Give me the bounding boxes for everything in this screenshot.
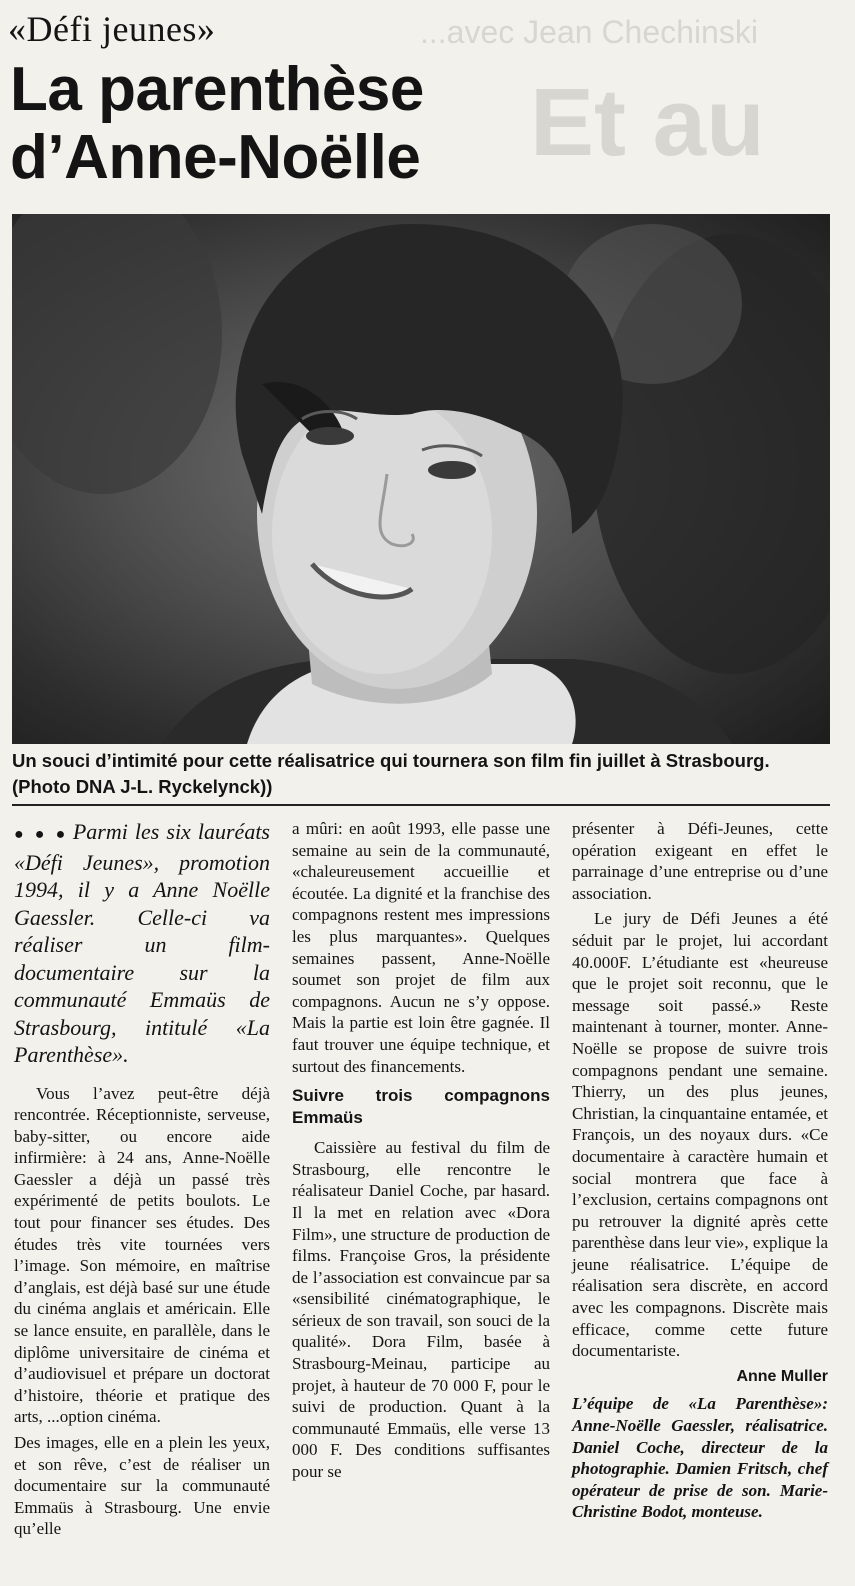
lede-paragraph [14, 818, 270, 1069]
body-paragraph: présenter à Défi-Jeunes, cette opération exigeant en effet le parrainage d’une entreprise ou d’une association. [572, 819, 828, 903]
column-1 [14, 818, 270, 1544]
subheading: Suivre trois compagnons Emmaüs [292, 1086, 550, 1128]
portrait-illustration [12, 214, 830, 744]
author-byline: Anne Muller [736, 1367, 828, 1385]
headline [10, 56, 570, 192]
column-2 [292, 818, 550, 1487]
body-paragraph: Des images, elle en a plein les yeux, et son rêve, c’est de réaliser un documentaire sur la communauté Emmaüs à Strasbourg. Une envie qu’elle [14, 1433, 270, 1539]
body-paragraph: Le jury de Défi Jeunes a été séduit par le projet, lui accordant 40.000F. L’étudiante est «heureuse que le projet soit reconnu, que le message soit passé.» Reste maintenant à tourner, monter. Anne-Noëlle se propose de suivre trois compagnons pendant une semaine. Thierry, un des plus jeunes, Christian, la cinquantaine entamée, et François, un des noyaux durs. «Ce documentaire à caractère humain et social montrera que face à l’exclusion, certains compagnons ont pu retrouver la dignité après cette parenthèse dans leur vie», explique la jeune réalisatrice. L’équipe de réalisation sera discrète, en accord avec les compagnons. Discrète mais efficace, comme cette future documentariste. [572, 909, 828, 1361]
body-paragraph: Caissière au festival du film de Strasbourg, elle rencontre le réalisateur Daniel Coche, par hasard. Il la met en relation avec «Dora Film», une structure de production de films. Françoise Gros, la présidente de l’association est convaincue par sa «sensibilité cinématographique, le sérieux de son travail, son souci de la qualité». Dora Film, basée à Strasbourg-Meinau, participe au projet, à hauteur de 70 000 F, pour le suivi de production. Quant à la communauté Emmaüs, elle verse 13 000 F. Des conditions suffisantes pour se [292, 1138, 550, 1482]
team-credits: L’équipe de «La Parenthèse»: Anne-Noëlle Gaessler, réalisatrice. Daniel Coche, directeur de la photographie. Damien Fritsch, chef opérateur de prise de son. Marie-Christine Bodot, monteuse. [572, 1394, 828, 1522]
headline-line-2: d’Anne-Noëlle [10, 123, 421, 192]
photo-caption: Un souci d’intimité pour cette réalisatrice qui tournera son film fin juillet à Strasbourg. (Photo DNA J-L. Ryckelynck)) [12, 750, 770, 797]
body-paragraph: Vous l’avez peut-être déjà rencontrée. Réceptionniste, serveuse, baby-sitter, ou encore aide infirmière: à 24 ans, Anne-Noëlle Gaessler a déjà un passé très expérimenté de petits boulots. Le tout pour financer ses études. Des études très vite tournées vers l’image. Son mémoire, en maîtrise d’anglais, est déjà basé sur une étude du cinéma anglais et américain. Elle se lance ensuite, en parallèle, dans le diplôme universitaire de cinéma et d’audiovisuel et prépare un doctorat d’histoire, théorie et pratique des arts, ...option cinéma. [14, 1083, 270, 1427]
bleed-through-text-2: Et au [530, 69, 765, 176]
lede-text: Parmi les six lauréats «Défi Jeunes», promotion 1994, il y a Anne Noëlle Gaessler. Celle-ci va réaliser un film-documentaire sur la communauté Emmaüs de Strasbourg, intitulé «La Parenthèse». [14, 819, 270, 1067]
body-paragraph: a mûri: en août 1993, elle passe une semaine au sein de la communauté, «chaleureusement accueillie et écoutée. La dignité et la franchise des compagnons restent mes impressions les plus marquantes». Quelques semaines passent, Anne-Noëlle soumet son projet de film aux compagnons. Aucun ne s’y oppose. Mais la partie est loin être gagnée. Il faut trouver une équipe technique, et surtout des financements. [292, 819, 550, 1076]
column-3 [572, 818, 828, 1527]
bleed-through-text-1: ...avec Jean Chechinski [420, 14, 758, 50]
portrait-photo [12, 214, 830, 744]
section-divider [12, 804, 830, 806]
headline-line-1: La parenthèse [10, 55, 424, 124]
bullet-markers: ● ● ● [14, 826, 69, 843]
kicker: «Défi jeunes» [8, 9, 216, 49]
